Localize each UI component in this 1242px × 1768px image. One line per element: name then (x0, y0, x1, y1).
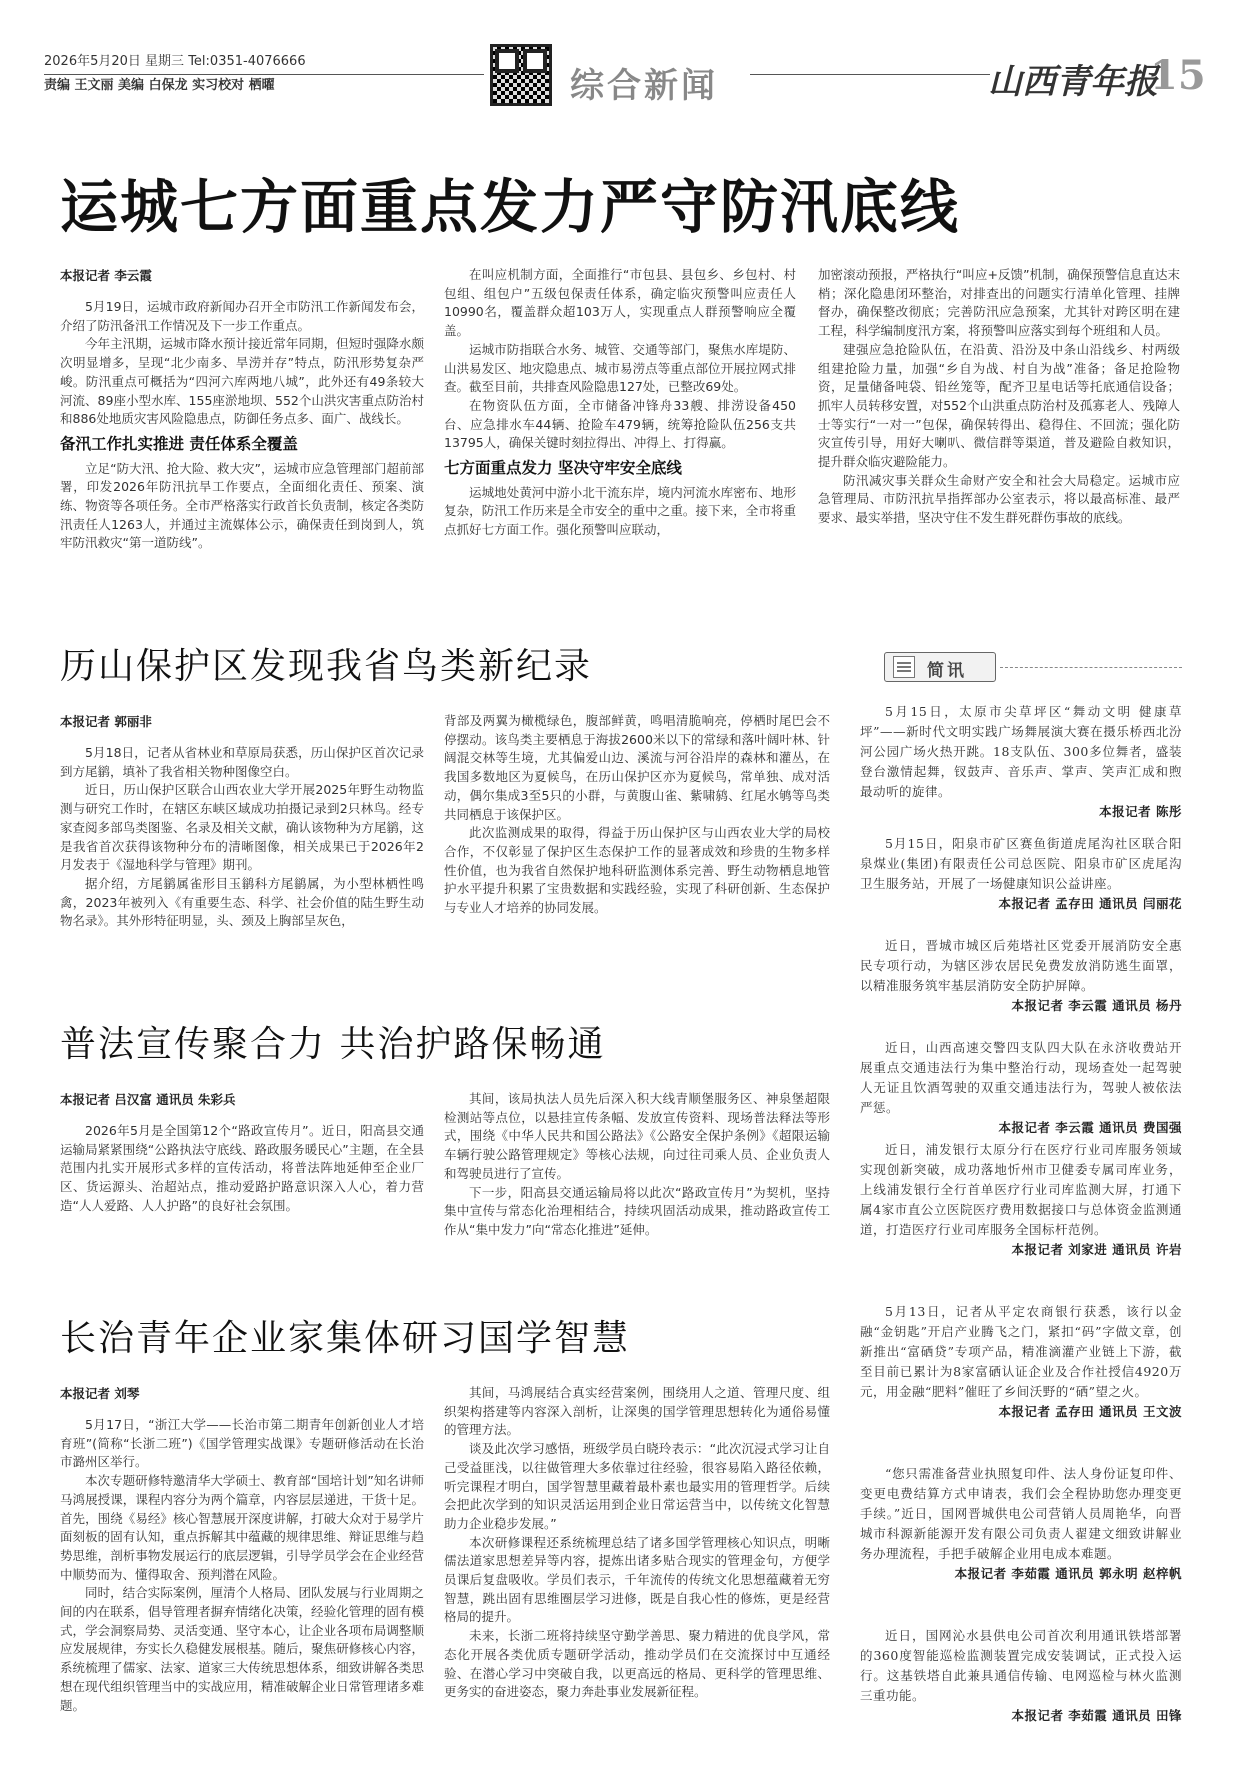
newspaper-icon (893, 656, 915, 678)
brief-item (860, 834, 1182, 914)
article4-column-2 (444, 1384, 830, 1746)
article1-byline: 本报记者 李云霞 (60, 268, 152, 283)
paragraph: 在物资队伍方面，全市储备冲锋舟33艘、排涝设备450台、应急排水车44辆、抢险车479辆，统筹抢险队伍256支共13795人，确保关键时刻拉得出、冲得上、打得赢。 (444, 397, 796, 451)
briefs-divider (1000, 667, 1182, 668)
article1-column-1 (60, 298, 424, 584)
article4-headline: 长治青年企业家集体研习国学智慧 (60, 1318, 631, 1359)
article1-headline: 运城七方面重点发力严守防汛底线 (60, 173, 961, 241)
brief-item (860, 1140, 1182, 1260)
brief-text: 5月15日，太原市尖草坪区“舞动文明 健康草坪”——新时代文明实践广场舞展演大赛在摄乐桥西北汾河公园广场火热开跳。18支队伍、300多位舞者，盛装登台激情起舞，钗鼓声、音乐声、掌声、笑声汇成和煦最动听的旋律。 (860, 704, 1182, 799)
paragraph: 下一步，阳高县交通运输局将以此次“路政宣传月”为契机，坚持集中宣传与常态化治理相结合，持续巩固活动成果，推动路政宣传工作从“集中发力”向“常态化推进”延伸。 (444, 1184, 830, 1237)
brief-item (860, 936, 1182, 1016)
paragraph: 同时，结合实际案例，厘清个人格局、团队发展与行业周期之间的内在联系，倡导管理者摒弃情绪化决策，经验化管理的固有模式，学会洞察局势、灵活变通、坚守本心，让企业各项布局调整顺应发展规律，夯实长久稳健发展根基。随后，聚焦研修核心内容，系统梳理了儒家、法家、道家三大传统思想体系，细致讲解各类思想在现代组织管理当中的实战应用，精准破解企业日常管理诸多难题。 (60, 1585, 424, 1713)
brief-text: 近日，国网沁水县供电公司首次利用通讯铁塔部署的360度智能巡检监测装置完成安装调试，正式投入运行。这基铁塔自此兼具通信传输、电网巡检与林火监测三重功能。 (860, 1628, 1182, 1703)
paragraph: 在叫应机制方面，全面推行“市包县、县包乡、乡包村、村包组、组包户”五级包保责任体系，确定临灾预警叫应责任人10990名，覆盖群众超103万人，实现重点人群预警响应全覆盖。 (444, 267, 796, 339)
brief-credit: 本报记者 李云霞 通讯员 费国强 (998, 1120, 1182, 1135)
issue-weekday: 星期三 (145, 54, 185, 69)
paragraph: 据介绍，方尾鹟属雀形目玉鹟科方尾鹟属，为小型林栖性鸣禽，2023年被列入《有重要生态、科学、社会价值的陆生野生动物名录》。其外形特征明显，头、颈及上胸部呈灰色， (60, 875, 424, 929)
brief-item (860, 1038, 1182, 1138)
brief-text: 近日，山西高速交警四支队四大队在永济收费站开展重点交通违法行为集中整治行动，现场查处一起驾驶人无证且饮酒驾驶的双重交通违法行为，驾驶人被依法严惩。 (860, 1040, 1182, 1115)
phone-number: Tel:0351-4076666 (188, 54, 306, 69)
paragraph: 立足“防大汛、抢大险、救大灾”，运城市应急管理部门超前部署，印发2026年防汛抗旱工作要点，全面细化责任、预案、演练、物资等各项任务。全市严格落实行政首长负责制，核定各类防汛责任人1263人，并通过主流媒体公示，确保责任到岗到人，筑牢防汛救灾“第一道防线”。 (60, 460, 424, 551)
paragraph: 谈及此次学习感悟，班级学员白晓玲表示：“此次沉浸式学习让自己受益匪浅，以往做管理大多依靠过往经验，很容易陷入路径依赖，听完课程才明白，国学智慧里藏着最朴素也最实用的管理哲学。后续会把此次学到的知识灵活运用到企业日常运营当中，以传统文化智慧助力企业稳步发展。” (444, 1441, 830, 1531)
brief-item (860, 1302, 1182, 1422)
article2-column-1 (60, 744, 424, 974)
masthead-rule-left (44, 74, 484, 75)
subheading: 备汛工作扎实推进 责任体系全覆盖 (60, 433, 298, 453)
brief-credit: 本报记者 李云霞 通讯员 杨丹 (1011, 998, 1182, 1013)
brief-credit: 本报记者 李茹霞 通讯员 郭永明 赵梓帆 (954, 1566, 1182, 1581)
paragraph: 今年主汛期，运城市降水预计接近常年同期，但短时强降水颇次明显增多，呈现“北少南多、旱涝并存”特点，防汛形势复杂严峻。防汛重点可概括为“四河六库两地八城”，此外还有49条较大河流、89座小型水库、155座淤地坝、552个山洪灾害重点防治村和886处地质灾害风险隐患点，防御任务点多、面广、战线长。 (60, 336, 424, 427)
article4-byline: 本报记者 刘琴 (60, 1386, 140, 1401)
paragraph: 5月19日，运城市政府新闻办召开全市防汛工作新闻发布会，介绍了防汛备汛工作情况及下一步工作重点。 (60, 299, 424, 333)
page-number: 15 (1150, 52, 1206, 99)
issue-date: 2026年5月20日 (44, 54, 141, 69)
brief-item (860, 702, 1182, 822)
paragraph: 未来，长浙二班将持续坚守勤学善思、聚力精进的优良学风，常态化开展各类优质专题研学活动，推动学员们在交流探讨中互通经验、在潜心学习中突破自我，以更高远的格局、更科学的管理思维、更务实的奋进姿态，聚力奔赴事业发展新征程。 (444, 1628, 830, 1700)
article2-byline: 本报记者 郭丽非 (60, 714, 152, 729)
paragraph: 运城市防指联合水务、城管、交通等部门，聚焦水库堤防、山洪易发区、地灾隐患点、城市易涝点等重点部位开展拉网式排查。截至目前，共排查风险隐患127处，已整改69处。 (444, 341, 796, 395)
article1-column-3 (818, 266, 1180, 584)
brief-item (860, 1464, 1182, 1584)
paragraph: 2026年5月是全国第12个“路政宣传月”。近日，阳高县交通运输局紧紧围绕“公路执法守底线、路政服务暖民心”主题，在全县范围内扎实开展形式多样的宣传活动，将普法阵地延伸至企业厂区、货运源头、治超站点，推动爱路护路意识深入人心，着力营造“人人爱路、人人护路”的良好社会氛围。 (60, 1123, 424, 1213)
article3-headline: 普法宣传聚合力 共治护路保畅通 (60, 1024, 606, 1065)
masthead-date-line (44, 52, 306, 72)
brief-credit: 本报记者 李茹霞 通讯员 田锋 (1011, 1708, 1182, 1723)
article1-column-2 (444, 266, 796, 584)
newspaper-logo: 山西青年报 (988, 62, 1158, 102)
paragraph: 近日，历山保护区联合山西农业大学开展2025年野生动物监测与研究工作时，在辖区东峡区域成功拍摄记录到2只林鸟。经专家查阅多部鸟类图鉴、名录及相关文献，确认该物种为方尾鹟，这是我省首次获得该物种分布的清晰图像，相关成果已于2026年2月发表于《湿地科学与管理》期刊。 (60, 782, 424, 873)
qr-code-icon (490, 44, 552, 106)
brief-text: 近日，浦发银行太原分行在医疗行业司库服务领域实现创新突破，成功落地忻州市卫健委专属司库业务，上线浦发银行全行首单医疗行业司库监测大屏，打通下属4家市直公立医院医疗费用数据接口与总体资金监测通道，打造医疗行业司库服务全国标杆范例。 (860, 1142, 1182, 1237)
paragraph: 本次研修课程还系统梳理总结了诸多国学管理核心知识点，明晰儒法道家思想差异等内容，提炼出诸多贴合现实的管理金句，方便学员课后复盘吸收。学员们表示，千年流传的传统文化思想蕴藏着无穷智慧，跳出固有思维圈层学习进修，既是自我心性的修炼，更是经营格局的提升。 (444, 1534, 830, 1625)
brief-credit: 本报记者 孟存田 通讯员 王文波 (998, 1404, 1182, 1419)
paragraph: 其间，马鸿展结合真实经营案例，围绕用人之道、管理尺度、组织架构搭建等内容深入剖析，让深奥的国学管理思想转化为通俗易懂的管理方法。 (444, 1385, 830, 1438)
subheading: 七方面重点发力 坚决守牢安全底线 (444, 458, 682, 478)
brief-credit: 本报记者 孟存田 通讯员 闫丽花 (998, 896, 1182, 911)
paragraph: 运城地处黄河中游小北干流东岸，境内河流水库密布、地形复杂，防汛工作历来是全市安全的重中之重。接下来，全市将重点抓好七方面工作。强化预警叫应联动， (444, 484, 796, 538)
editor-credits: 责编 王文丽 美编 白保龙 实习校对 栖曜 (44, 78, 275, 93)
paragraph: 防汛减灾事关群众生命财产安全和社会大局稳定。运城市应急管理局、市防汛抗旱指挥部办公室表示，将以最高标准、最严要求、最实举措，坚决守住不发生群死群伤事故的底线。 (818, 472, 1180, 526)
article2-headline: 历山保护区发现我省鸟类新纪录 (60, 646, 593, 687)
brief-item (860, 1626, 1182, 1726)
paragraph: 其间，该局执法人员先后深入积大线青顺堡服务区、神泉堡超限检测站等点位，以悬挂宣传条幅、发放宣传资料、现场普法释法等形式，围绕《中华人民共和国公路法》《公路安全保护条例》《超限运输车辆行驶公路管理规定》等核心法规，向过往司乘人员、企业负责人和驾驶员进行了宣传。 (444, 1091, 830, 1181)
article3-column-2 (444, 1090, 830, 1246)
briefs-tag (884, 652, 996, 682)
brief-text: 5月15日，阳泉市矿区赛鱼街道虎尾沟社区联合阳泉煤业(集团)有限责任公司总医院、阳泉市矿区虎尾沟卫生服务站，开展了一场健康知识公益讲座。 (860, 836, 1182, 891)
article3-column-1 (60, 1122, 424, 1246)
article3-byline: 本报记者 吕汉富 通讯员 朱彩兵 (60, 1092, 236, 1107)
brief-credit: 本报记者 陈彤 (1099, 804, 1182, 819)
brief-credit: 本报记者 刘家进 通讯员 许岩 (1011, 1242, 1182, 1257)
briefs-tag-label: 简讯 (927, 661, 967, 681)
paragraph: 5月18日，记者从省林业和草原局获悉，历山保护区首次记录到方尾鹟，填补了我省相关物种图像空白。 (60, 745, 424, 779)
brief-text: “您只需准备营业执照复印件、法人身份证复印件、变更电费结算方式申请表，我们会全程协助您办理变更手续。”近日，国网晋城供电公司营销人员周艳华，向晋城市科源新能源开发有限公司负责人翟建文细致讲解业务办理流程，手把手破解企业用电成本难题。 (860, 1466, 1182, 1561)
paragraph: 本次专题研修特邀清华大学硕士、教育部“国培计划”知名讲师马鸿展授课，课程内容分为两个篇章，内容层层递进，干货十足。首先，围绕《易经》核心智慧展开深度讲解，打破大众对于易学片面刻板的固有认知，重点拆解其中蕴藏的规律思维、辩证思维与趋势思维，剖析事物发展运行的底层逻辑，引导学员学会在企业经营中顺势而为、懂得取舍、预判潜在风险。 (60, 1473, 424, 1582)
section-name: 综合新闻 (570, 66, 718, 106)
paragraph: 加密滚动预报，严格执行“叫应+反馈”机制，确保预警信息直达末梢；深化隐患闭环整治，对排查出的问题实行清单化管理、挂牌督办，确保整改彻底；完善防汛应急预案，尤其针对跨区明在建工程，科学编制度汛方案，将预警叫应落实到每个班组和人员。 (818, 267, 1180, 339)
article2-column-2 (444, 712, 830, 974)
brief-text: 近日，晋城市城区后苑塔社区党委开展消防安全惠民专项行动，为辖区涉农居民免费发放消防逃生面罩，以精准服务筑牢基层消防安全防护屏障。 (860, 938, 1182, 993)
brief-text: 5月13日，记者从平定农商银行获悉，该行以金融“金钥匙”开启产业腾飞之门，紧扣“码”字做文章，创新推出“富硒贷”专项产品，精准滴灌产业链上下游，截至目前已累计为8家富硒认证企业及合作社授信4920万元，用金融“肥料”催旺了乡间沃野的“硒”望之火。 (860, 1304, 1182, 1399)
paragraph: 此次监测成果的取得，得益于历山保护区与山西农业大学的局校合作，不仅彰显了保护区生态保护工作的显著成效和珍贵的生物多样性价值，也为我省自然保护地科研监测体系完善、野生动物栖息地管护水平提升积累了宝贵数据和实践经验，实现了科研创新、生态保护与专业人才培养的协同发展。 (444, 825, 830, 916)
paragraph: 背部及两翼为橄榄绿色，腹部鲜黄，鸣唱清脆响亮，停栖时尾巴会不停摆动。该鸟类主要栖息于海拔2600米以下的常绿和落叶阔叶林、针阔混交林等生境，尤其偏爱山边、溪流与河谷沿岸的森林和灌丛，在我国多数地区为夏候鸟，在历山保护区亦为夏候鸟，常单独、成对活动，偶尔集成3至5只的小群，与黄腹山雀、紫啸鸫、红尾水鸲等鸟类共同栖息于该保护区。 (444, 713, 830, 822)
paragraph: 5月17日，“浙江大学——长治市第二期青年创新创业人才培育班”(简称“长浙二班”)《国学管理实战课》专题研修活动在长治市潞州区举行。 (60, 1417, 424, 1470)
masthead-rule-right (750, 74, 990, 75)
paragraph: 建强应急抢险队伍，在沿黄、沿汾及中条山沿线乡、村两级组建抢险力量，加强“乡自为战、村自为战”准备；备足抢险物资，足量储备吨袋、铅丝笼等，配齐卫星电话等托底通信设备；抓牢人员转移安置，对552个山洪重点防治村及孤寡老人、残障人士等实行“一对一”包保，确保转得出、稳得住、不回流；强化防灾宣传引导，用好大喇叭、微信群等渠道，普及避险自救知识，提升群众临灾避险能力。 (818, 341, 1180, 470)
article4-column-1 (60, 1416, 424, 1746)
